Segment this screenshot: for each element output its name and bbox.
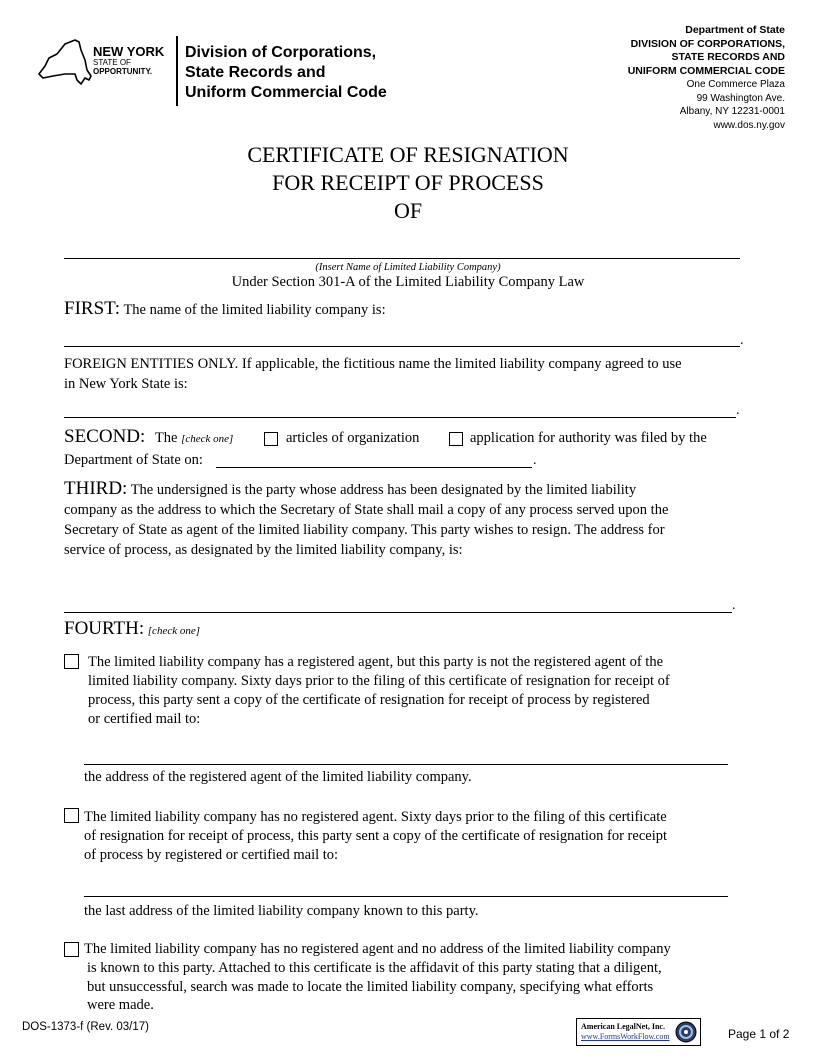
fictitious-name-line[interactable] [64,417,736,418]
period: . [732,598,736,613]
badge-line2: www.FormsWorkFlow.com [581,1032,670,1041]
agent-address-line[interactable] [84,764,728,765]
opt2-line2: of resignation for receipt of process, this party sent a copy of the certificate of resignation for receipt [84,828,667,844]
fourth-opt3-checkbox[interactable] [64,942,79,957]
second-the: The [154,430,178,446]
company-name-line[interactable] [64,258,740,259]
llc-name-line[interactable] [64,346,740,347]
fourth-opt1-checkbox[interactable] [64,654,79,669]
addr-line2: 99 Washington Ave. [696,92,785,104]
opt2-caption: the last address of the limited liability company known to this party. [84,903,479,919]
publisher-badge [576,1018,701,1046]
opt1-line2: limited liability company. Sixty days prior to the filing of this certificate of resignation for receipt of [88,673,670,689]
badge-line1: American LegalNet, Inc. [581,1022,665,1031]
fourth-section [64,619,200,641]
opt1-line4: or certified mail to: [88,711,201,727]
dept-line3: STATE RECORDS AND [671,51,785,63]
opt3-line2: is known to this party. Attached to this certificate is the affidavit of this party stating that a diligent, [87,960,662,976]
period: . [740,333,744,348]
opt3-line1: The limited liability company has no registered agent and no address of the limited liability company [84,941,671,957]
fourth-opt2-checkbox[interactable] [64,808,79,823]
opt1-line1: The limited liability company has a registered agent, but this party is not the registered agent of the [88,654,664,670]
application-checkbox[interactable] [449,432,463,446]
second-check-one: [check one] [181,433,234,445]
page-number: Page 1 of 2 [728,1027,790,1041]
articles-label: articles of organization [286,430,420,446]
division-line3: Uniform Commercial Code [185,84,387,101]
third-line1-wrap [64,479,636,500]
foreign-line1: FOREIGN ENTITIES ONLY. If applicable, the fictitious name the limited liability company agreed to use [64,356,682,372]
third-line4: service of process, as designated by the limited liability company, is: [64,542,463,558]
logo-divider [176,36,178,106]
dept-line4: UNIFORM COMMERCIAL CODE [627,64,785,77]
service-address-line[interactable] [64,612,732,613]
dept-address-block [628,24,785,132]
fourth-check-one: [check one] [147,625,201,637]
first-text: The name of the limited liability company is: [123,302,386,318]
ny-logo-line1: NEW YORK [93,44,165,59]
first-section [64,299,386,320]
title-line3: OF [393,198,423,223]
application-label: application for authority was filed by the [470,430,707,446]
ny-state-map-icon [35,36,95,86]
website: www.dos.ny.gov [713,119,785,131]
globe-icon [675,1021,697,1043]
second-label: SECOND: [64,426,146,447]
dept-title: Department of State [685,24,785,36]
ny-logo-line3: OPPORTUNITY. [93,67,153,76]
company-name-caption: (Insert Name of Limited Liability Company) [315,262,501,273]
third-line2: company as the address to which the Secretary of State shall mail a copy of any process served upon the [64,502,669,518]
opt3-line4: were made. [87,997,154,1013]
division-line1: Division of Corporations, [185,44,377,61]
filing-date-line[interactable] [216,467,532,468]
opt2-line1: The limited liability company has no registered agent. Sixty days prior to the filing of this certificate [84,809,667,825]
articles-checkbox[interactable] [264,432,278,446]
ny-logo-text [93,45,164,76]
under-section: Under Section 301-A of the Limited Liability Company Law [231,274,585,290]
period: . [736,403,740,418]
foreign-line2: in New York State is: [64,376,188,392]
title-line2: FOR RECEIPT OF PROCESS [272,170,544,195]
ny-logo-line2: STATE OF [93,58,131,67]
last-address-line[interactable] [84,896,728,897]
fourth-label: FOURTH: [64,618,145,639]
opt3-line3: but unsuccessful, search was made to locate the limited liability company, specifying what efforts [87,979,654,995]
third-line3: Secretary of State as agent of the limited liability company. This party wishes to resign. The address for [64,522,665,538]
ny-state-logo [35,36,95,86]
third-label: THIRD: [64,478,128,499]
title-line1: CERTIFICATE OF RESIGNATION [247,142,569,167]
second-section [64,427,233,449]
division-name [185,43,387,103]
period: . [533,453,537,468]
first-label: FIRST: [64,298,121,319]
second-line2: Department of State on: [64,452,203,468]
dept-line2: DIVISION OF CORPORATIONS, [630,37,785,50]
opt1-caption: the address of the registered agent of the limited liability company. [84,769,472,785]
addr-line1: One Commerce Plaza [686,79,785,90]
form-id: DOS-1373-f (Rev. 03/17) [22,1021,149,1033]
opt1-line3: process, this party sent a copy of the certificate of resignation for receipt of process by registered [88,692,650,708]
opt2-line3: of process by registered or certified mail to: [84,847,339,863]
addr-line3: Albany, NY 12231-0001 [679,106,785,117]
third-line1: The undersigned is the party whose address has been designated by the limited liability [130,482,637,498]
division-line2: State Records and [185,64,326,81]
